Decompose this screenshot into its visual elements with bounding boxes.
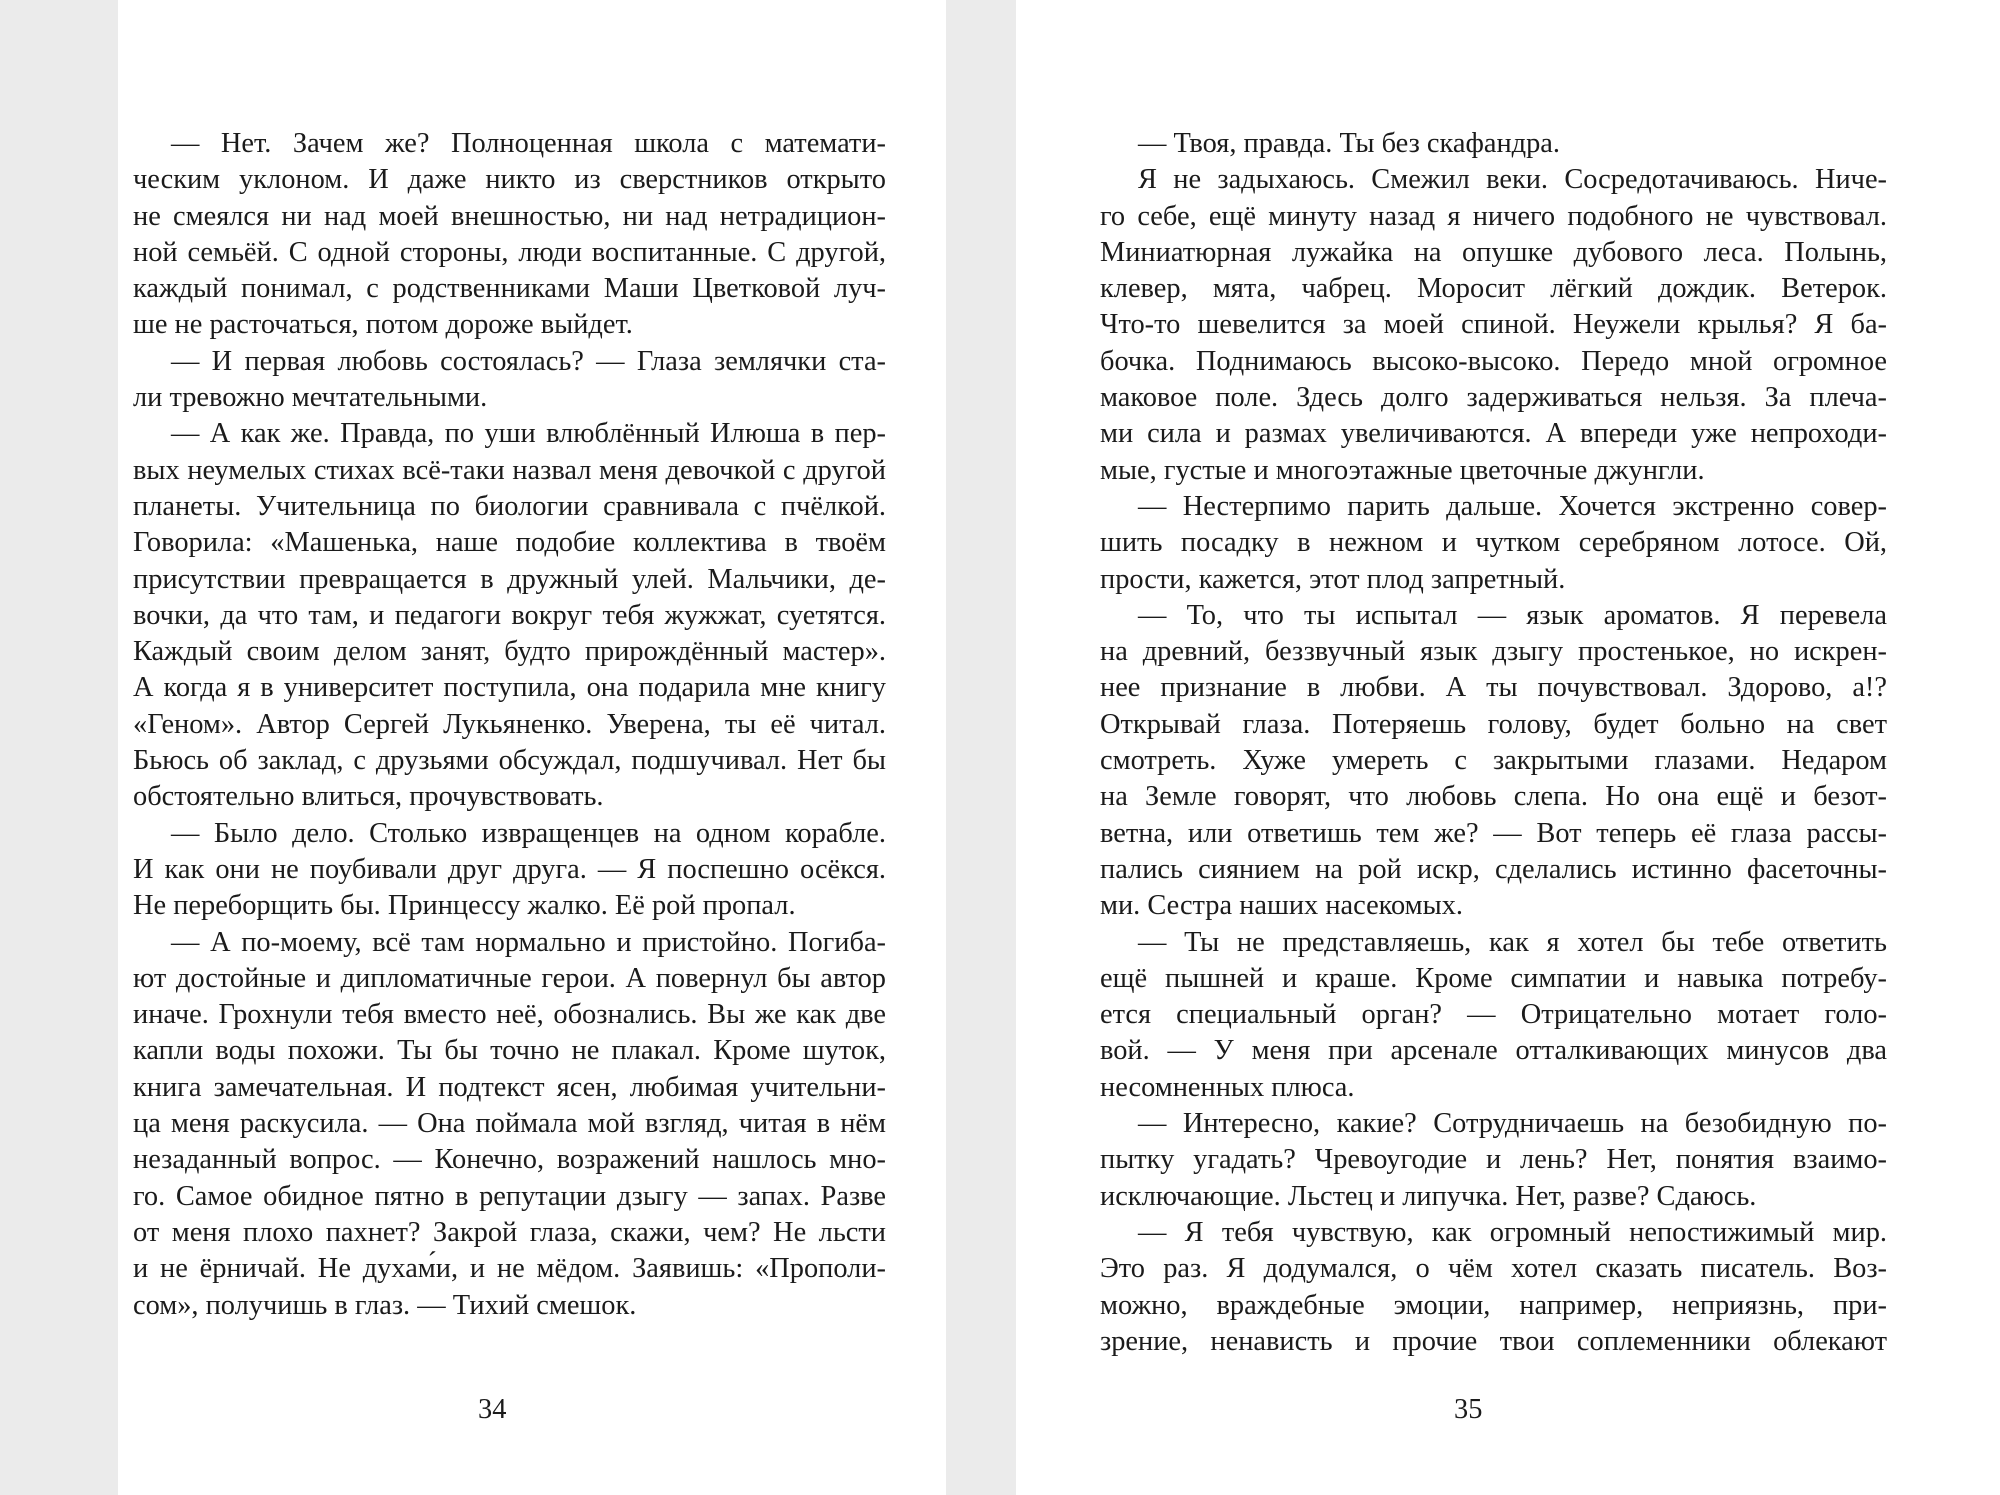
text-line: ца меня раскусила. — Она поймала мой взгляд, читая в нём (133, 1108, 886, 1140)
text-line: А когда я в университет поступила, она подарила мне книгу (133, 672, 886, 704)
text-line: вочки, да что там, и педагоги вокруг тебя жужжат, суетятся. (133, 599, 886, 631)
text-line: — Интересно, какие? Сотрудничаешь на безобидную по- (1138, 1108, 1887, 1140)
left-page (118, 0, 946, 1495)
text-line: каждый понимал, с родственниками Маши Цветковой луч- (133, 273, 886, 305)
text-line: вой. — У меня при арсенале отталкивающих минусов два (1100, 1035, 1887, 1067)
text-line: Не переборщить бы. Принцессу жалко. Её рой пропал. (133, 890, 796, 922)
text-line: Это раз. Я додумался, о чём хотел сказать писатель. Воз- (1100, 1253, 1887, 1285)
text-line: — Я тебя чувствую, как огромный непостижимый мир. (1138, 1216, 1887, 1248)
text-line: маковое поле. Здесь долго задерживаться нельзя. За плеча- (1100, 382, 1887, 414)
text-line: — То, что ты испытал — язык ароматов. Я перевела (1138, 599, 1887, 631)
text-line: планеты. Учительница по биологии сравнивала с пчёлкой. (133, 490, 886, 522)
text-line: пытку угадать? Чревоугодие и лень? Нет, понятия взаимо- (1100, 1144, 1887, 1176)
text-line: — А как же. Правда, по уши влюблённый Илюша в пер- (171, 418, 886, 450)
text-line: шить посадку в нежном и чутком серебряном лотосе. Ой, (1100, 527, 1887, 559)
text-line: нее признание в любви. А ты почувствовал. Здорово, а!? (1100, 672, 1887, 704)
text-line: го. Самое обидное пятно в репутации дзыгу — запах. Разве (133, 1180, 886, 1212)
text-line: прости, кажется, этот плод запретный. (1100, 563, 1566, 595)
text-line: клевер, мята, чабрец. Моросит лёгкий дождик. Ветерок. (1100, 273, 1887, 305)
left-page-text (133, 126, 886, 1324)
text-line: ется специальный орган? — Отрицательно мотает голо- (1100, 999, 1887, 1031)
text-line: ми сила и размах увеличиваются. А впереди уже непроходи- (1100, 418, 1887, 450)
text-line: и не ёрничай. Не духам́и, и не мёдом. Заявишь: «Прополи- (133, 1253, 886, 1285)
text-line: ной семьёй. С одной стороны, люди воспитанные. С другой, (133, 236, 886, 268)
page-number: 35 (1454, 1394, 1483, 1425)
text-line: мые, густые и многоэтажные цветочные джунгли. (1100, 454, 1705, 486)
text-line: — Ты не представляешь, как я хотел бы тебе ответить (1138, 926, 1887, 958)
text-line: Открывай глаза. Потеряешь голову, будет больно на свет (1100, 708, 1887, 740)
text-line: от меня плохо пахнет? Закрой глаза, скажи, чем? Не льсти (133, 1216, 886, 1248)
text-line: — И первая любовь состоялась? — Глаза землячки ста- (171, 345, 886, 377)
text-line: обстоятельно влиться, прочувствовать. (133, 781, 604, 813)
text-line: пались сиянием на рой искр, сделались истинно фасеточны- (1100, 853, 1887, 885)
text-line: ют достойные и дипломатичные герои. А повернул бы автор (133, 962, 886, 994)
text-line: го себе, ещё минуту назад я ничего подобного не чувствовал. (1100, 200, 1887, 232)
text-line: вых неумелых стихах всё-таки назвал меня девочкой с другой (133, 454, 886, 486)
text-line: на Земле говорят, что любовь слепа. Но она ещё и безот- (1100, 781, 1887, 813)
text-line: бочка. Поднимаюсь высоко-высоко. Передо мной огромное (1100, 345, 1887, 377)
text-line: И как они не поубивали друг друга. — Я поспешно осёкся. (133, 853, 886, 885)
text-line: можно, враждебные эмоции, например, неприязнь, при- (1100, 1289, 1887, 1321)
text-line: «Геном». Автор Сергей Лукьяненко. Уверена, ты её читал. (133, 708, 886, 740)
text-line: Говорила: «Машенька, наше подобие коллектива в твоём (133, 527, 886, 559)
text-line: — Нет. Зачем же? Полноценная школа с математи- (171, 128, 886, 159)
text-line: Что-то шевелится за моей спиной. Неужели крылья? Я ба- (1100, 309, 1887, 341)
text-line: сом», получишь в глаз. — Тихий смешок. (133, 1289, 637, 1321)
text-line: не смеялся ни над моей внешностью, ни над нетрадицион- (133, 200, 886, 232)
text-line: Бьюсь об заклад, с друзьями обсуждал, подшучивал. Нет бы (133, 745, 886, 777)
text-line: капли воды похожи. Ты бы точно не плакал. Кроме шуток, (133, 1035, 886, 1067)
text-line: ещё пышней и краше. Кроме симпатии и навыка потребу- (1100, 962, 1887, 994)
text-line: Я не задыхаюсь. Смежил веки. Сосредотачиваюсь. Ниче- (1138, 164, 1887, 196)
text-line: Каждый своим делом занят, будто прирождённый мастер». (133, 636, 886, 668)
text-line: на древний, беззвучный язык дзыгу простенькое, но искрен- (1100, 636, 1887, 668)
text-line: ческим уклоном. И даже никто из сверстников открыто (133, 164, 886, 196)
text-line: смотреть. Хуже умереть с закрытыми глазами. Недаром (1100, 745, 1887, 777)
text-line: исключающие. Льстец и липучка. Нет, разве? Сдаюсь. (1100, 1180, 1757, 1212)
text-line: — Нестерпимо парить дальше. Хочется экстренно совер- (1138, 490, 1887, 522)
text-line: незаданный вопрос. — Конечно, возражений нашлось мно- (133, 1144, 886, 1176)
text-line: ми. Сестра наших насекомых. (1100, 890, 1464, 922)
text-line: ветна, или ответишь тем же? — Вот теперь её глаза рассы- (1100, 817, 1887, 849)
text-line: присутствии превращается в дружный улей. Мальчики, де- (133, 563, 886, 595)
text-line: ше не расточаться, потом дороже выйдет. (133, 309, 633, 341)
page-number: 34 (478, 1394, 507, 1425)
text-line: — А по-моему, всё там нормально и пристойно. Погиба- (171, 926, 886, 958)
text-line: несомненных плюса. (1100, 1071, 1355, 1103)
text-line: — Было дело. Столько извращенцев на одном корабле. (171, 817, 886, 849)
text-line: ли тревожно мечтательными. (133, 382, 488, 414)
right-page (1016, 0, 2000, 1495)
text-line: книга замечательная. И подтекст ясен, любимая учительни- (133, 1071, 886, 1103)
text-line: иначе. Грохнули тебя вместо неё, обознались. Вы же как две (133, 999, 886, 1031)
text-line: Миниатюрная лужайка на опушке дубового леса. Полынь, (1100, 236, 1887, 268)
right-page-text (1100, 126, 1887, 1360)
text-line: — Твоя, правда. Ты без скафандра. (1138, 128, 1560, 159)
text-line: зрение, ненависть и прочие твои соплеменники облекают (1100, 1325, 1887, 1357)
